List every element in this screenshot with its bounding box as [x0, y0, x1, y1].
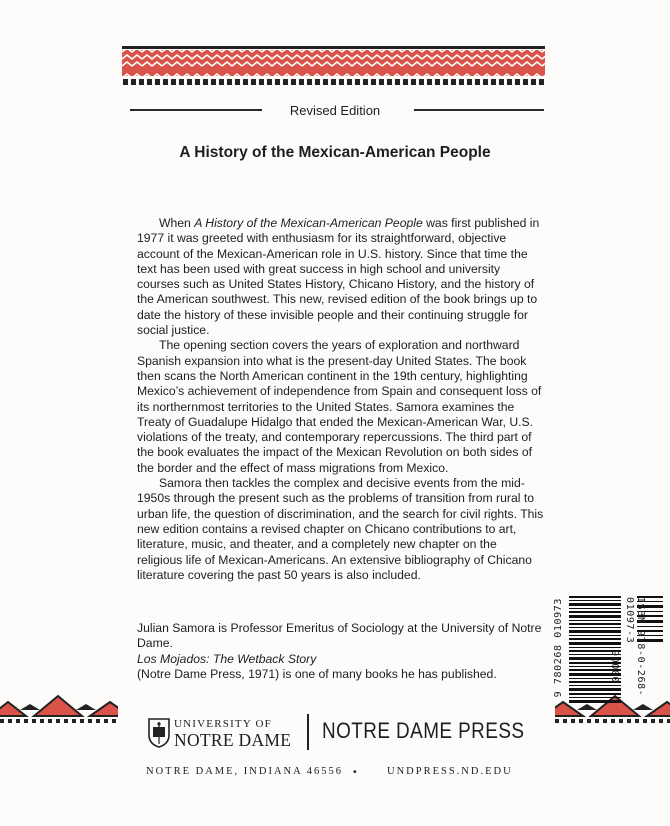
- author-bio-line-1: Julian Samora is Professor Emeritus of Sociology at the University of Notre Dame. Los Mojados: The Wetback Story (Notre Dame Press, 1971) is one of many books he has published.: [137, 621, 542, 681]
- press-name: NOTRE DAME PRESS: [322, 718, 525, 743]
- description-body: [137, 216, 545, 583]
- paragraph-3: Samora then tackles the complex and decisive events from the mid-1950s through the present such as the problems of transition from rural to urban life, the question of discrimination, and the search for civil rights. This new edition contains a revised chapter on Chicano contributions to art, literature, music, and theater, and a completely new chapter on the religious life of Mexican-Americans. An extensive bibliography of Chicano literature covering the past 50 years is also included.: [137, 476, 544, 582]
- press-address: NOTRE DAME, INDIANA 46556: [146, 766, 343, 777]
- barcode-addon-number: 90000: [609, 650, 620, 684]
- press-url: UNDPRESS.ND.EDU: [387, 766, 513, 777]
- paragraph-2: The opening section covers the years of exploration and northward Spanish expansion into what is the present-day United States. The book then scans the North American continent in the 19th century, highlighting Mexico’s achievement of independence from Spain and consequent loss of its northernmost territories to the United States. Samora examines the Treaty of Guadalupe Hidalgo that ended the Mexican-American War, U.S. violations of the treaty, and contemporary repercussions. The third part of the book evaluates the impact of the Mexican Revolution on both sides of the border and the effect of mass migrations from Mexico.: [137, 338, 542, 475]
- decorative-border-top: [122, 46, 545, 86]
- edition-label: Revised Edition: [289, 103, 381, 118]
- isbn-number: ISBN 978-0-268-01097-3: [624, 597, 646, 697]
- logo-divider: [307, 714, 309, 750]
- author-bio: [137, 621, 547, 682]
- university-logo: [148, 716, 296, 754]
- university-shield-icon: [148, 718, 170, 748]
- book-title: A History of the Mexican-American People: [179, 144, 491, 161]
- address-separator: •: [353, 766, 357, 778]
- barcode-ean-number: 9 780268 010973: [553, 598, 564, 698]
- decorative-motif-left: [0, 686, 118, 726]
- university-name-bottom: NOTRE DAME: [174, 730, 292, 750]
- paragraph-1: When A History of the Mexican-American People was first published in 1977 it was greeted with enthusiasm for its straightforward, objective account of the Mexican-American role in U.S. history. Since that time the text has been used with great success in high school and university courses such as United States History, Chicano History, and the history of the American southwest. This new, revised edition of the book brings up to date the history of these invisible people and their continuing struggle for social justice.: [137, 216, 540, 338]
- university-name-top: UNIVERSITY OF: [174, 718, 272, 730]
